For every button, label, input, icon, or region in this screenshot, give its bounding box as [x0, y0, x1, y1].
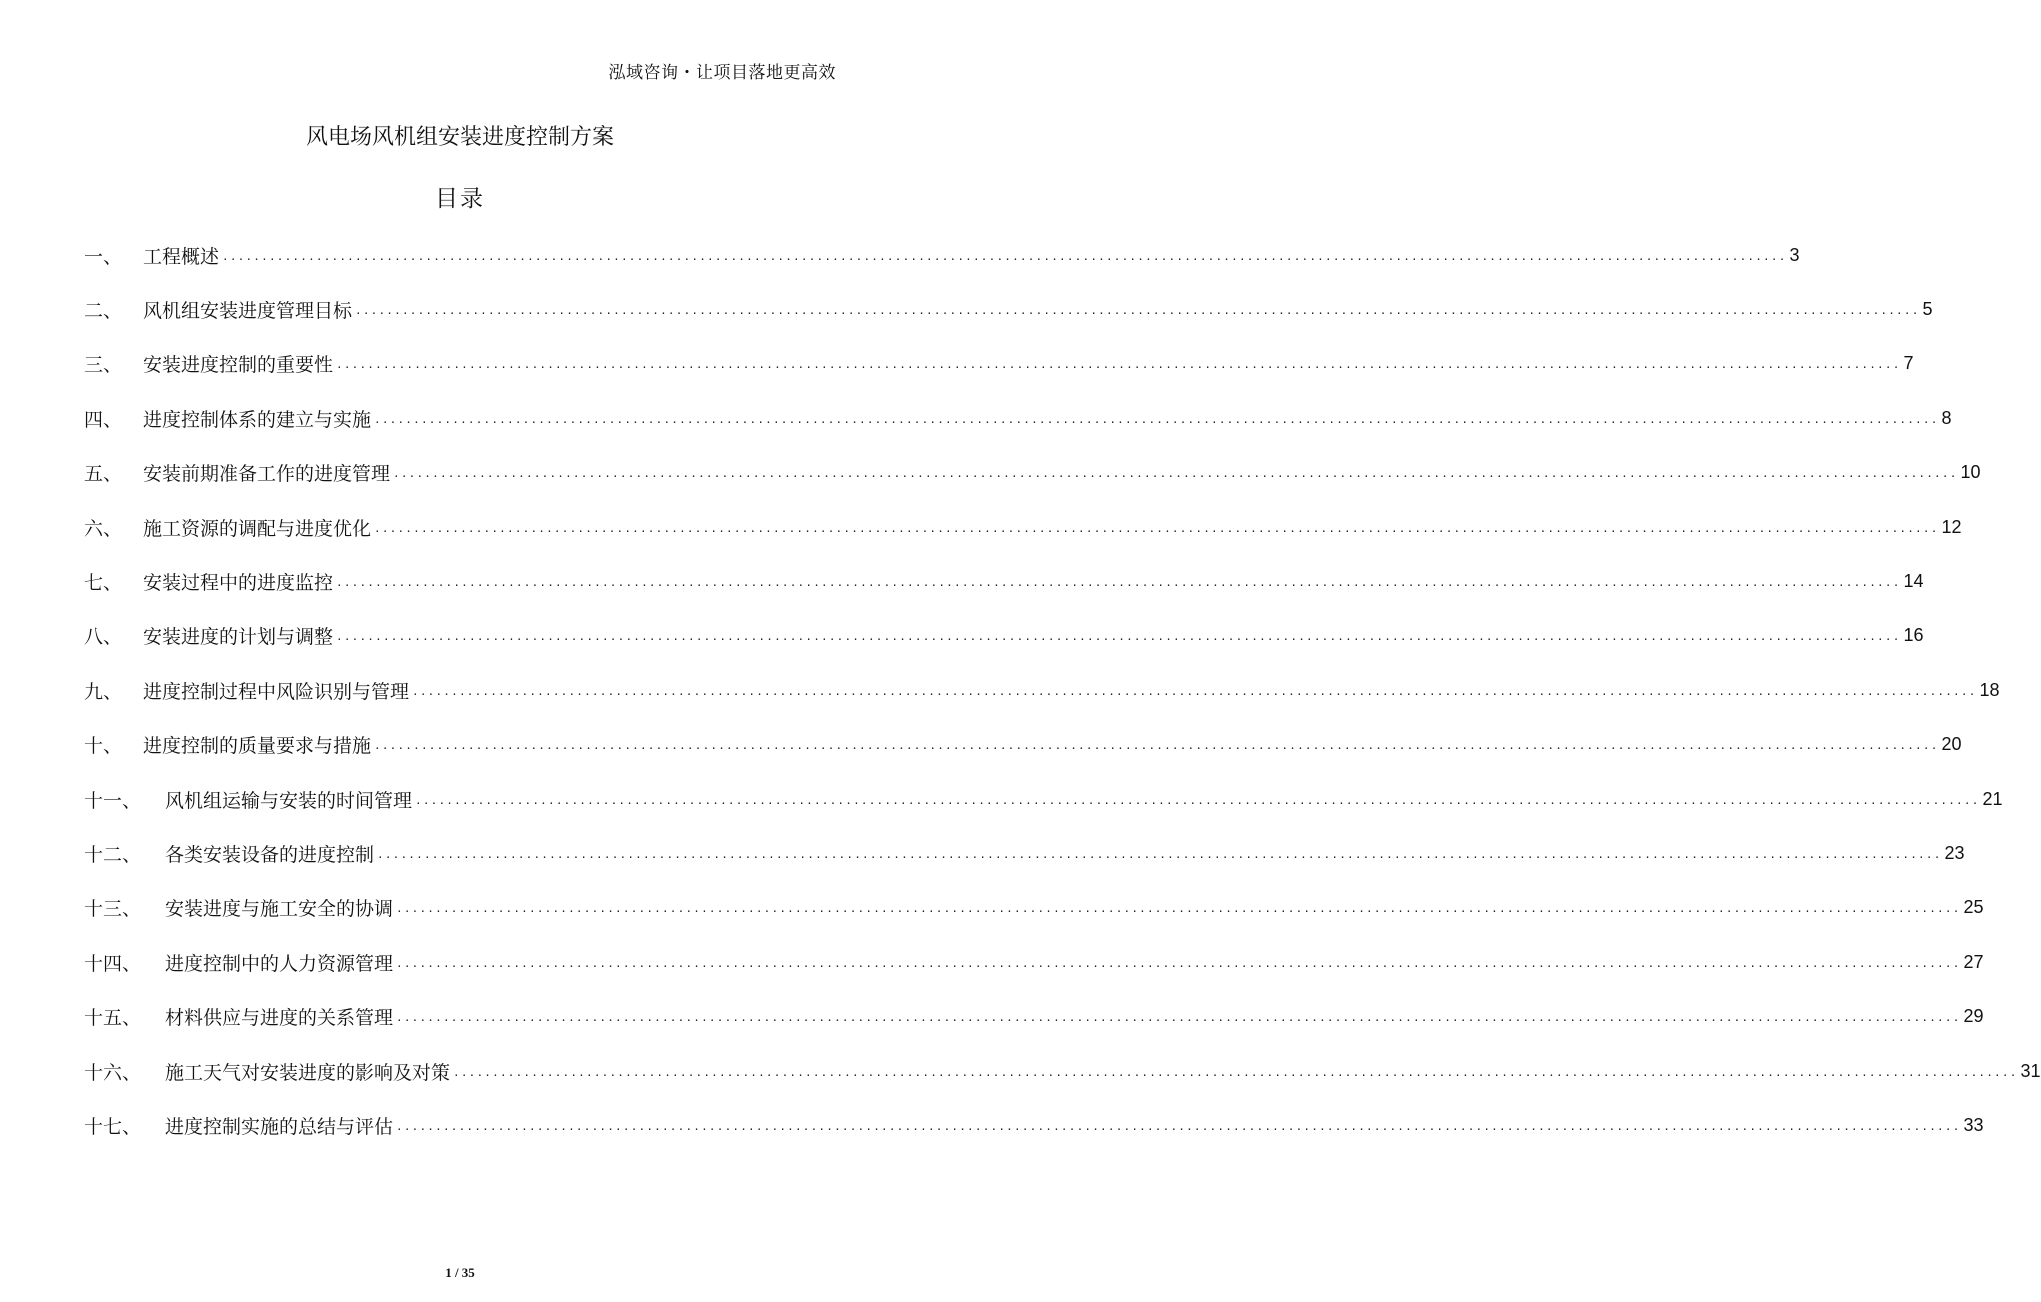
toc-entry-title: 工程概述 [143, 245, 220, 268]
toc-dot-leader: ........................................................................................................................................................................................................ [396, 956, 1961, 970]
toc-entry-page: 8 [1941, 407, 1952, 428]
toc-entry-page: 12 [1941, 516, 1962, 537]
toc-dot-leader: ........................................................................................................................................................................................................ [396, 902, 1961, 916]
toc-entry-number: 四、 [84, 408, 123, 431]
toc-entry-page: 16 [1903, 625, 1924, 646]
toc-entry-number: 一、 [84, 245, 123, 268]
document-title: 风电场风机组安装进度控制方案 [305, 125, 614, 150]
toc-entry-number: 九、 [84, 680, 123, 703]
toc-entry[interactable] [84, 772, 2003, 826]
toc-entry-title: 安装前期准备工作的进度管理 [143, 463, 391, 486]
toc-entry[interactable] [84, 554, 1924, 608]
toc-entry-page: 25 [1963, 897, 1984, 918]
toc-dot-leader: ........................................................................................................................................................................................................ [396, 1011, 1961, 1025]
toc-entry-number: 十、 [84, 735, 123, 758]
header-brand: 泓域咨询・让项目落地更高效 [608, 63, 836, 83]
toc-entry[interactable] [84, 663, 2000, 717]
toc-entry-page: 3 [1789, 244, 1800, 265]
page-number: 1 / 35 [445, 1265, 475, 1280]
toc-entry-page: 14 [1903, 571, 1924, 592]
toc-entry-number: 十七、 [84, 1115, 142, 1138]
toc-heading: 目录 [435, 186, 485, 212]
toc-entry-title: 风机组运输与安装的时间管理 [165, 789, 413, 812]
toc-dot-leader: ........................................................................................................................................................................................................ [415, 793, 1980, 807]
toc-entry-number: 三、 [84, 354, 123, 377]
toc-entry-title: 安装进度与施工安全的协调 [165, 898, 394, 921]
table-of-contents [84, 228, 2041, 1153]
toc-entry-page: 23 [1944, 842, 1965, 863]
toc-entry-page: 20 [1941, 734, 1962, 755]
toc-entry-number: 八、 [84, 626, 123, 649]
toc-entry-title: 风机组安装进度管理目标 [143, 300, 353, 323]
toc-dot-leader: ........................................................................................................................................................................................................ [374, 739, 1939, 753]
toc-entry[interactable] [84, 337, 1914, 391]
toc-entry-page: 33 [1963, 1114, 1984, 1135]
toc-dot-leader: ........................................................................................................................................................................................................ [355, 304, 1920, 318]
toc-entry[interactable] [84, 282, 1933, 336]
toc-entry-title: 安装进度的计划与调整 [143, 626, 334, 649]
toc-entry-title: 材料供应与进度的关系管理 [165, 1007, 394, 1030]
toc-entry-number: 六、 [84, 517, 123, 540]
toc-entry[interactable] [84, 446, 1981, 500]
toc-dot-leader: ........................................................................................................................................................................................................ [412, 684, 1977, 698]
toc-entry-page: 21 [1982, 788, 2003, 809]
toc-entry[interactable] [84, 228, 1800, 282]
toc-dot-leader: ........................................................................................................................................................................................................ [336, 358, 1901, 372]
toc-entry[interactable] [84, 935, 1984, 989]
toc-entry-title: 进度控制中的人力资源管理 [165, 952, 394, 975]
toc-entry[interactable] [84, 609, 1924, 663]
toc-entry[interactable] [84, 391, 1952, 445]
toc-entry-number: 五、 [84, 463, 123, 486]
toc-entry-number: 七、 [84, 572, 123, 595]
toc-dot-leader: ........................................................................................................................................................................................................ [453, 1065, 2018, 1079]
toc-entry[interactable] [84, 1044, 2041, 1098]
toc-entry-title: 施工天气对安装进度的影响及对策 [165, 1061, 451, 1084]
toc-entry-number: 十五、 [84, 1007, 142, 1030]
toc-dot-leader: ........................................................................................................................................................................................................ [336, 576, 1901, 590]
toc-entry-title: 施工资源的调配与进度优化 [143, 517, 372, 540]
toc-entry-number: 十一、 [84, 789, 142, 812]
toc-entry-page: 27 [1963, 951, 1984, 972]
toc-entry[interactable] [84, 989, 1984, 1043]
toc-dot-leader: ........................................................................................................................................................................................................ [396, 1119, 1961, 1133]
toc-entry[interactable] [84, 881, 1984, 935]
toc-entry-page: 5 [1922, 299, 1933, 320]
toc-dot-leader: ........................................................................................................................................................................................................ [336, 630, 1901, 644]
toc-entry[interactable] [84, 1098, 1984, 1152]
toc-dot-leader: ........................................................................................................................................................................................................ [222, 249, 1787, 263]
toc-entry-title: 进度控制实施的总结与评估 [165, 1115, 394, 1138]
toc-entry-title: 进度控制体系的建立与实施 [143, 408, 372, 431]
toc-entry-page: 18 [1979, 679, 2000, 700]
toc-entry-number: 二、 [84, 300, 123, 323]
toc-entry-title: 安装进度控制的重要性 [143, 354, 334, 377]
toc-entry[interactable] [84, 500, 1962, 554]
toc-entry-number: 十四、 [84, 952, 142, 975]
toc-dot-leader: ........................................................................................................................................................................................................ [374, 521, 1939, 535]
toc-entry-title: 进度控制的质量要求与措施 [143, 735, 372, 758]
toc-entry-page: 31 [2020, 1060, 2041, 1081]
toc-entry-title: 进度控制过程中风险识别与管理 [143, 680, 410, 703]
toc-entry-number: 十六、 [84, 1061, 142, 1084]
toc-entry-number: 十三、 [84, 898, 142, 921]
toc-entry-page: 10 [1960, 462, 1981, 483]
toc-entry-page: 7 [1903, 353, 1914, 374]
toc-dot-leader: ........................................................................................................................................................................................................ [393, 467, 1958, 481]
toc-entry-title: 各类安装设备的进度控制 [165, 843, 375, 866]
toc-dot-leader: ........................................................................................................................................................................................................ [377, 847, 1942, 861]
toc-entry[interactable] [84, 718, 1962, 772]
toc-entry[interactable] [84, 826, 1965, 880]
toc-dot-leader: ........................................................................................................................................................................................................ [374, 412, 1939, 426]
toc-entry-number: 十二、 [84, 843, 142, 866]
toc-entry-title: 安装过程中的进度监控 [143, 572, 334, 595]
toc-entry-page: 29 [1963, 1006, 1984, 1027]
